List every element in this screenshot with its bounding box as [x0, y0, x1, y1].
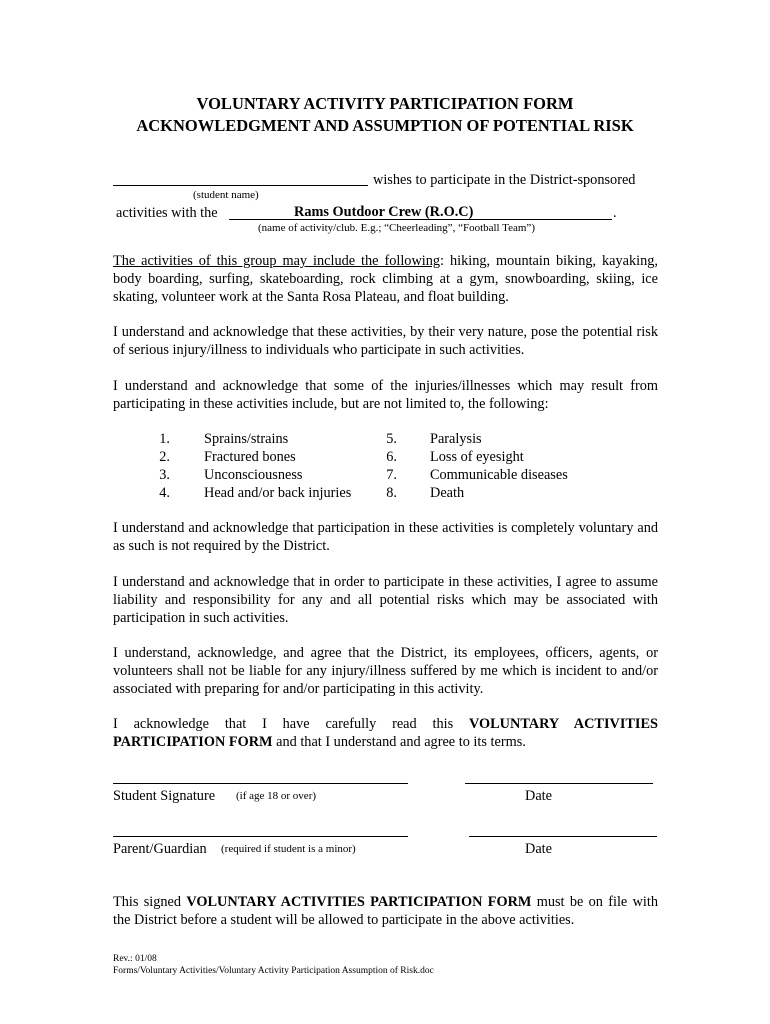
injury-item: Communicable diseases — [430, 467, 568, 483]
student-name-field[interactable] — [113, 185, 368, 186]
parent-signature-line[interactable] — [113, 836, 408, 837]
injury-number: 8. — [386, 485, 397, 501]
injury-item: Death — [430, 485, 465, 501]
parent-date-label: Date — [525, 841, 552, 857]
voluntary-paragraph: I understand and acknowledge that participation in these activities is completely voluntary and as such is not required by the District. — [113, 520, 658, 554]
activities-list: hiking, mountain biking, kayaking, body boarding, surfing, skateboarding, rock climbing at a gym, snowboarding, skiing, ice skating, volunteer work at the Santa Rosa Plateau, and float building. — [113, 253, 659, 305]
closing-form-name-bold: VOLUNTARY ACTIVITIES PARTICIPATION FORM — [186, 894, 532, 910]
acknowledgment-paragraph: I acknowledge that I have carefully read this VOLUNTARY ACTIVITIES PARTICIPATION FORM and that I understand and agree to its terms. — [113, 716, 658, 750]
student-date-line[interactable] — [465, 783, 653, 784]
parent-signature-note: (required if student is a minor) — [221, 843, 356, 855]
injury-item: Loss of eyesight — [430, 449, 524, 465]
risk-paragraph: I understand and acknowledge that these activities, by their very nature, pose the potential risk of serious injury/illness to individuals who participate in such activities. — [113, 324, 658, 358]
student-signature-note: (if age 18 or over) — [236, 790, 317, 802]
student-date-label: Date — [525, 788, 552, 804]
injury-number: 1. — [159, 431, 170, 447]
injury-number: 7. — [386, 467, 397, 483]
club-caption: (name of activity/club. E.g.; “Cheerleading”, “Football Team”) — [258, 222, 535, 234]
activities-paragraph: The activities of this group may include the following: hiking, mountain biking, kayaking, body boarding, surfing, skateboarding, rock climbing at a gym, snowboarding, skiing, ice skating, volunteer work at the Santa Rosa Plateau, and float building. — [113, 253, 659, 305]
injury-item: Head and/or back injuries — [204, 485, 352, 501]
injury-item: Sprains/strains — [204, 431, 289, 447]
club-name: Rams Outdoor Crew (R.O.C) — [294, 204, 474, 220]
activities-with-text: activities with the — [116, 205, 218, 221]
file-path-note: Forms/Voluntary Activities/Voluntary Activity Participation Assumption of Risk.doc — [113, 966, 434, 976]
activities-lead: The activities of this group may include the following — [113, 253, 441, 269]
student-signature-label: Student Signature — [113, 788, 216, 804]
form-name-bold: VOLUNTARY ACTIVITIES PARTICIPATION FORM — [113, 716, 658, 750]
parent-date-line[interactable] — [469, 836, 657, 837]
student-name-caption: (student name) — [193, 189, 259, 201]
parent-signature-label: Parent/Guardian — [113, 841, 207, 857]
injuries-paragraph: I understand and acknowledge that some of the injuries/illnesses which may result from participating in these activities include, but are not limited to, the following: — [113, 378, 658, 412]
form-title-line-2: ACKNOWLEDGMENT AND ASSUMPTION OF POTENTIAL RISK — [136, 116, 634, 135]
wishes-text: wishes to participate in the District-sponsored — [373, 172, 636, 188]
district-paragraph: I understand, acknowledge, and agree that the District, its employees, officers, agents, or volunteers shall not be liable for any injury/illness suffered by me which is incident to and/or associated with preparing for and/or participating in this activity. — [113, 645, 658, 697]
injury-item: Unconsciousness — [204, 467, 303, 483]
injury-number: 4. — [159, 485, 170, 501]
revision-note: Rev.: 01/08 — [113, 954, 157, 964]
form-title-line-1: VOLUNTARY ACTIVITY PARTICIPATION FORM — [196, 94, 574, 113]
student-signature-line[interactable] — [113, 783, 408, 784]
injury-item: Paralysis — [430, 431, 482, 447]
liability-paragraph: I understand and acknowledge that in order to participate in these activities, I agree to assume liability and responsibility for any and all potential risks which may be associated with participation in such activities. — [113, 574, 658, 626]
injury-number: 6. — [386, 449, 397, 465]
club-period: . — [613, 205, 617, 221]
injury-number: 3. — [159, 467, 170, 483]
closing-paragraph: This signed VOLUNTARY ACTIVITIES PARTICIPATION FORM must be on file with the District before a student will be allowed to participate in the above activities. — [113, 894, 658, 928]
injury-number: 5. — [386, 431, 397, 447]
injury-item: Fractured bones — [204, 449, 296, 465]
injury-number: 2. — [159, 449, 170, 465]
